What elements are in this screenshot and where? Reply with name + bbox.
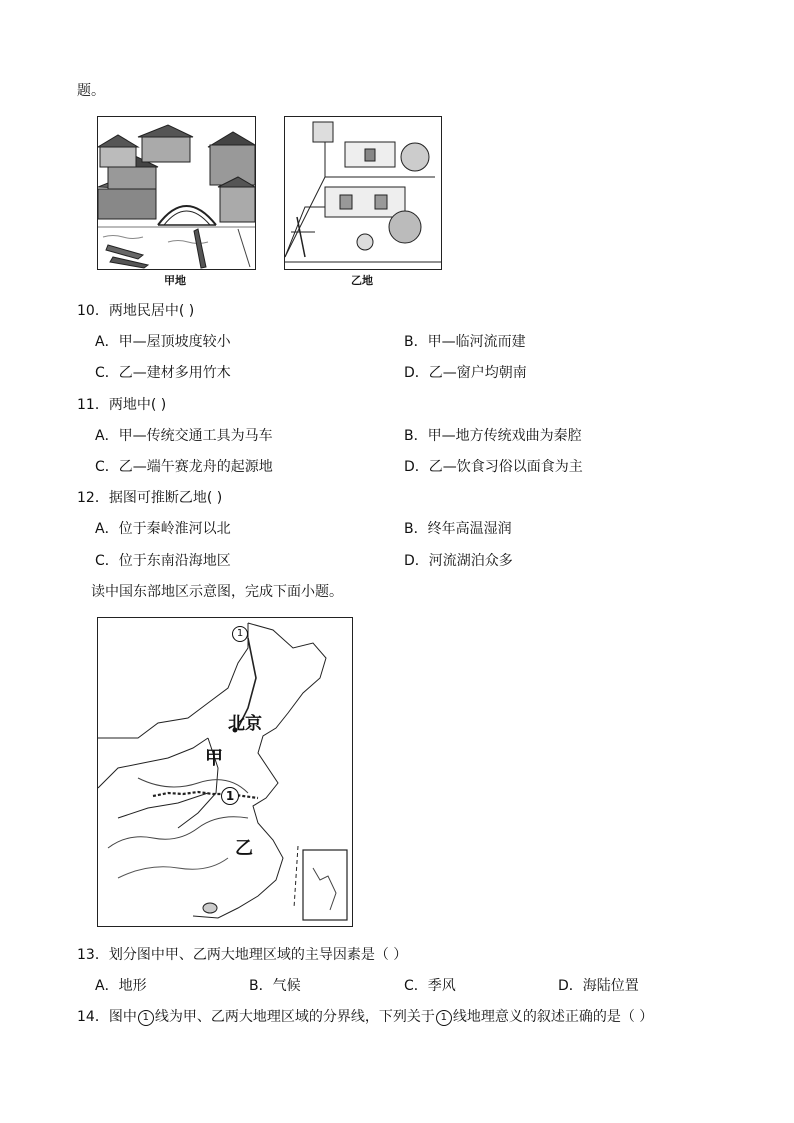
q11-option-a[interactable]: A．甲—传统交通工具为马车	[95, 428, 273, 444]
q10-option-a[interactable]: A．甲—屋顶坡度较小	[95, 334, 231, 350]
q12-option-d[interactable]: D．河流湖泊众多	[404, 553, 513, 569]
q11-option-b[interactable]: B．甲—地方传统戏曲为秦腔	[404, 428, 582, 444]
east-china-map-drawing	[98, 618, 352, 926]
q14-part2: 线为甲、乙两大地理区域的分界线，下列关于	[154, 1009, 435, 1025]
q14-part3: 线地理意义的叙述正确的是（ ）	[452, 1009, 654, 1025]
q14-part1: 14．图中	[77, 1009, 137, 1025]
q11-option-d[interactable]: D．乙—饮食习俗以面食为主	[404, 459, 583, 475]
q12-option-b[interactable]: B．终年高温湿润	[404, 521, 512, 537]
q12-option-c[interactable]: C．位于东南沿海地区	[95, 553, 231, 569]
map-line-1-label: 1	[221, 787, 239, 805]
q11-stem: 11．两地中( )	[77, 397, 167, 413]
q14-stem	[77, 1008, 653, 1026]
q13-option-a[interactable]: A．地形	[95, 978, 147, 994]
q13-option-d[interactable]: D．海陆位置	[558, 978, 639, 994]
map-label-jia: 甲	[205, 748, 223, 769]
intro-tail-text: 题。	[77, 83, 105, 99]
q10-option-b[interactable]: B．甲—临河流而建	[404, 334, 526, 350]
q10-option-c[interactable]: C．乙—建材多用竹木	[95, 365, 231, 381]
yi-di-caption: 乙地	[351, 274, 373, 287]
jia-di-illustration	[97, 116, 256, 270]
map-top-circle-label: 1	[232, 626, 248, 642]
q11-option-c[interactable]: C．乙—端午赛龙舟的起源地	[95, 459, 273, 475]
q13-stem: 13．划分图中甲、乙两大地理区域的主导因素是（ ）	[77, 947, 408, 963]
q14-circled-1: 1	[138, 1010, 154, 1026]
q10-stem: 10．两地民居中( )	[77, 303, 195, 319]
east-china-map	[97, 617, 353, 927]
jia-di-caption: 甲地	[164, 274, 186, 287]
water-town-sketch	[98, 117, 255, 269]
q14-circled-1-second: 1	[436, 1010, 452, 1026]
q13-option-b[interactable]: B．气候	[249, 978, 301, 994]
map-label-beijing: 北京	[228, 714, 262, 734]
q12-option-a[interactable]: A．位于秦岭淮河以北	[95, 521, 231, 537]
map-label-yi: 乙	[235, 838, 253, 859]
q12-stem: 12．据图可推断乙地( )	[77, 490, 223, 506]
q10-option-d[interactable]: D．乙—窗户均朝南	[404, 365, 527, 381]
courtyard-house-sketch	[285, 117, 441, 269]
q13-option-c[interactable]: C．季风	[404, 978, 456, 994]
yi-di-illustration	[284, 116, 442, 270]
map-intro-text: 读中国东部地区示意图，完成下面小题。	[91, 584, 343, 600]
